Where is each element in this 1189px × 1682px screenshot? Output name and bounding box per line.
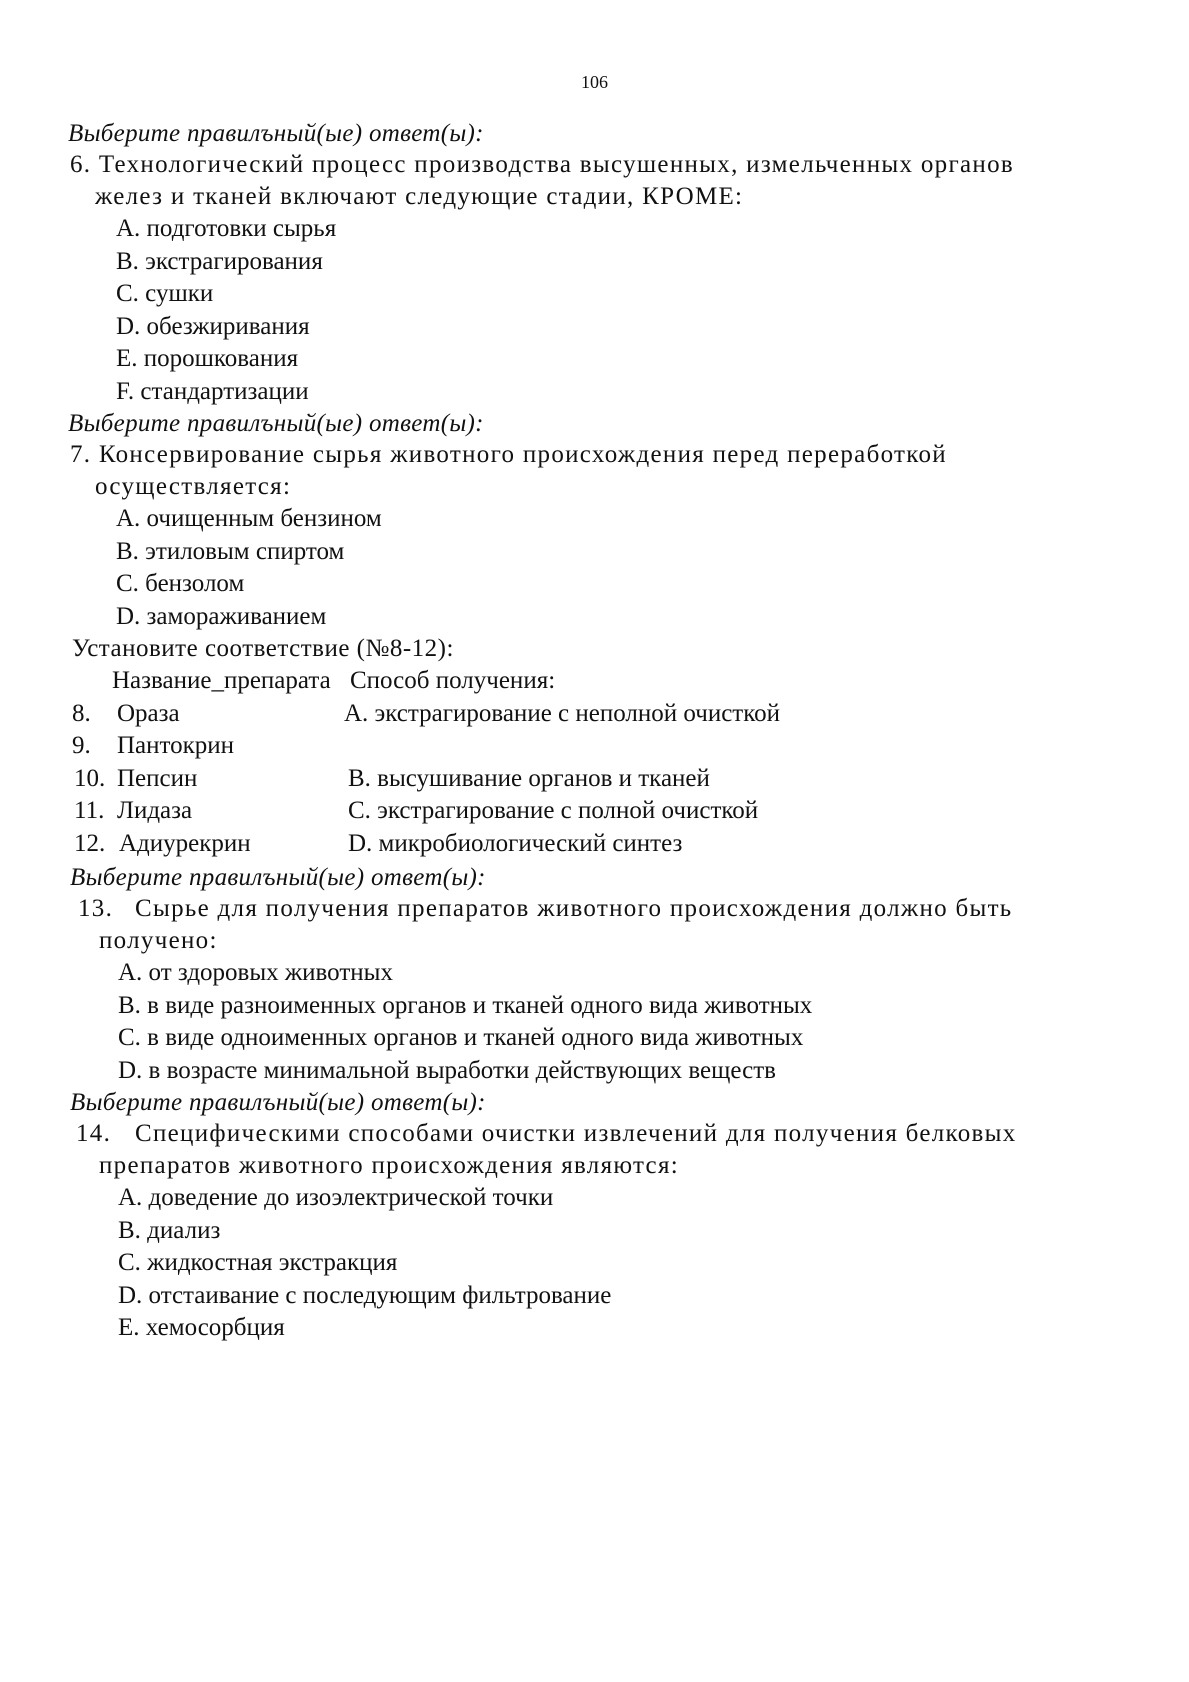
option: B. диализ xyxy=(118,1216,221,1244)
row-number: 8. xyxy=(72,699,91,727)
question-number: 13. xyxy=(78,895,114,922)
drug-name: Лидаза xyxy=(117,797,193,824)
option: E. хемосорбция xyxy=(118,1314,285,1341)
method: D. микробиологический синтез xyxy=(348,829,683,857)
question-first-line xyxy=(0,893,1189,925)
instruction: Выберите правилъный(ые) ответ(ы): xyxy=(68,120,484,147)
question-text-line2: получено: xyxy=(99,927,218,954)
method: A. экстрагирование с неполной очисткой xyxy=(344,699,780,727)
option: D. в возрасте минимальной выработки действующих веществ xyxy=(118,1056,776,1084)
options-list xyxy=(0,1182,1189,1345)
row-number: 9. xyxy=(72,732,91,759)
option: A. подготовки сырья xyxy=(116,215,337,242)
drug-name: Пантокрин xyxy=(117,732,235,759)
options-list xyxy=(0,213,1189,408)
options-list xyxy=(0,503,1189,633)
question-block-13 xyxy=(0,862,1189,1087)
question-block-6 xyxy=(0,118,1189,408)
question-number: 14. xyxy=(76,1120,112,1147)
option: A. очищенным бензином xyxy=(116,505,382,532)
row-number: 11. xyxy=(74,797,105,824)
option: C. сушки xyxy=(116,280,214,307)
question-block-7 xyxy=(0,408,1189,633)
option: A. доведение до изоэлектрической точки xyxy=(118,1184,554,1211)
question-text-line1: Специфическими способами очистки извлечений для получения белковых xyxy=(135,1120,1017,1147)
matching-title: Установите соответствие (№8-12): xyxy=(72,635,454,662)
question-text-line2: препаратов животного происхождения являются: xyxy=(99,1152,680,1179)
option: B. в виде разноименных органов и тканей одного вида животных xyxy=(118,991,813,1019)
matching-row xyxy=(0,828,1189,861)
option: C. в виде одноименных органов и тканей одного вида животных xyxy=(118,1024,804,1051)
matching-row xyxy=(0,730,1189,763)
matching-block xyxy=(0,633,1189,860)
drug-name: Адиурекрин xyxy=(119,829,251,857)
method: C. экстрагирование с полной очисткой xyxy=(348,797,759,824)
options-list xyxy=(0,957,1189,1087)
drug-name: Пепсин xyxy=(117,764,198,792)
instruction: Выберите правилъный(ые) ответ(ы): xyxy=(70,864,486,891)
question-text-line2: осуществляется: xyxy=(95,473,292,500)
question-block-14 xyxy=(0,1087,1189,1345)
option: A. от здоровых животных xyxy=(118,959,393,986)
header-right: Способ получения: xyxy=(350,667,556,694)
question-first-line xyxy=(0,1118,1189,1150)
option: D. отстаивание с последующим фильтрование xyxy=(118,1281,612,1309)
matching-row xyxy=(0,698,1189,731)
instruction: Выберите правилъный(ые) ответ(ы): xyxy=(68,410,484,437)
question-text-line1: Сырье для получения препаратов животного происхождения должно быть xyxy=(135,895,1013,922)
method: B. высушивание органов и тканей xyxy=(348,764,710,792)
row-number: 10. xyxy=(74,764,106,792)
header-left: Название_препарата xyxy=(112,667,331,694)
option: C. жидкостная экстракция xyxy=(118,1249,398,1276)
page-number: 106 xyxy=(581,72,608,92)
matching-header xyxy=(0,665,1189,698)
option: E. порошкования xyxy=(116,345,299,372)
page-content xyxy=(0,118,1189,1345)
matching-row xyxy=(0,763,1189,796)
question-text-line2: желез и тканей включают следующие стадии, КРОМЕ: xyxy=(95,183,744,210)
option: D. замораживанием xyxy=(116,602,327,630)
option: B. экстрагирования xyxy=(116,247,323,275)
drug-name: Ораза xyxy=(117,699,180,727)
row-number: 12. xyxy=(74,829,106,857)
option: D. обезжиривания xyxy=(116,312,310,340)
option: B. этиловым спиртом xyxy=(116,537,345,565)
question-text-line1: 7. Консервирование сырья животного происхождения перед переработкой xyxy=(70,441,947,468)
instruction: Выберите правилъный(ые) ответ(ы): xyxy=(70,1089,486,1116)
option: C. бензолом xyxy=(116,570,245,597)
matching-row xyxy=(0,795,1189,828)
question-text-line1: 6. Технологический процесс производства высушенных, измельченных органов xyxy=(70,151,1014,178)
option: F. стандартизации xyxy=(116,377,309,405)
